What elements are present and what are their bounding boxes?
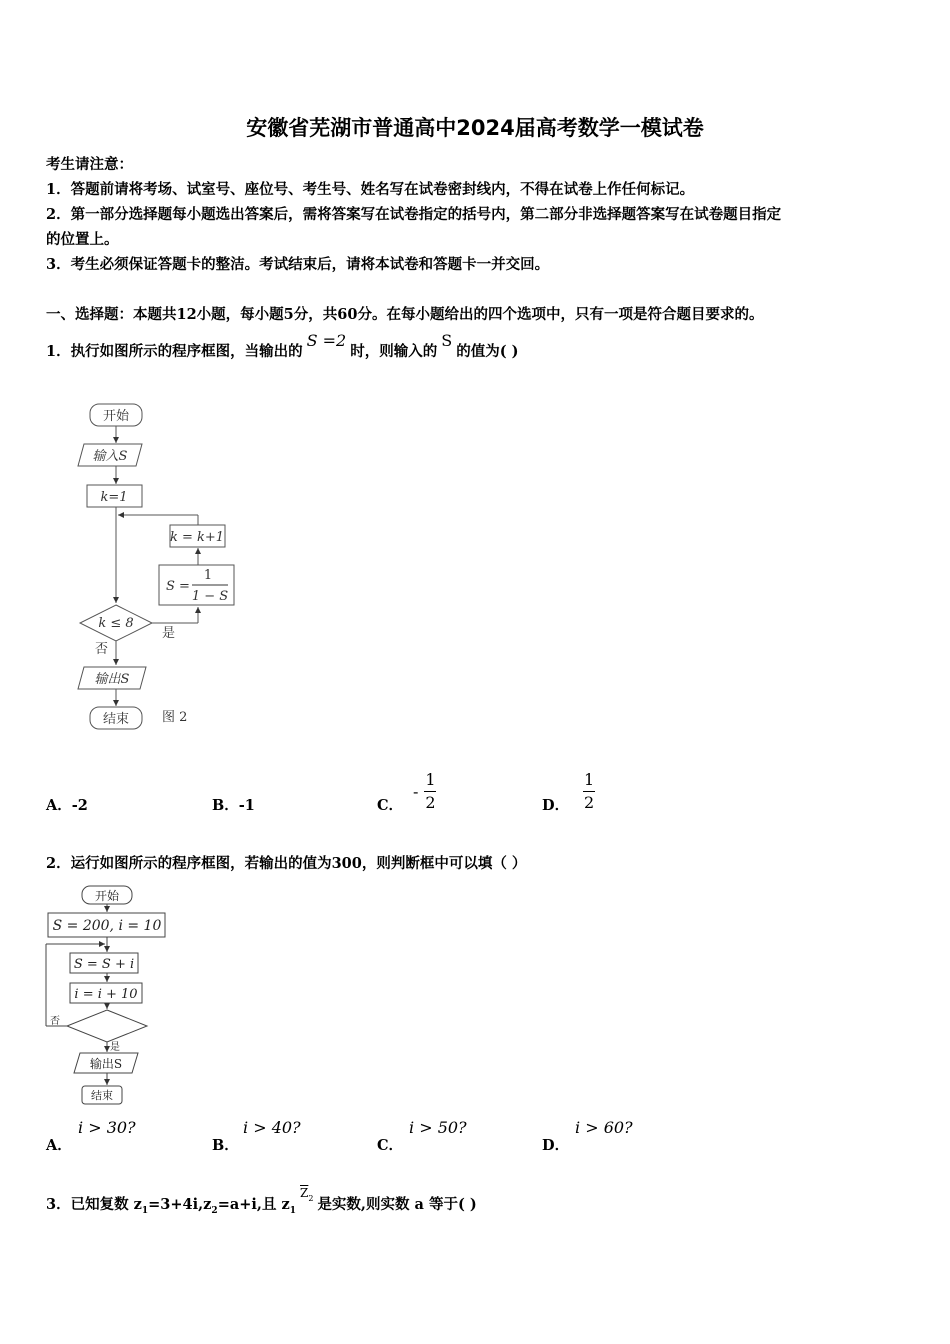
q1-math-s2: S =2	[306, 331, 347, 350]
flow-caption: 图 2	[162, 710, 188, 725]
q2-option-a-value: i > 30?	[78, 1118, 136, 1137]
flow-no-label: 否	[95, 642, 109, 657]
q3-conjugate: Z	[300, 1186, 309, 1200]
question-1	[46, 331, 519, 361]
q2-flow-decision	[67, 1010, 147, 1042]
flow-cond-label: k ≤ 8	[98, 616, 134, 631]
q1-option-d[interactable]: D． $\frac{1}{2}$	[542, 770, 595, 814]
q1-text-a: 1．执行如图所示的程序框图，当输出的	[46, 343, 303, 360]
q2-flow-yes-label: 是	[110, 1042, 120, 1053]
notice-heading: 考生请注意：	[46, 156, 133, 173]
flow-assign-num: 1	[203, 568, 213, 583]
q1-option-b[interactable]: B．-1	[212, 797, 255, 814]
flow-start-label: 开始	[102, 409, 130, 424]
q2-option-d-value: i > 60?	[575, 1118, 633, 1137]
q2-option-d-label[interactable]: D．	[542, 1137, 570, 1154]
flow-init-label: k=1	[100, 490, 128, 505]
flow-incr-label: k = k+1	[169, 530, 225, 545]
q2-option-c-value: i > 50?	[409, 1118, 467, 1137]
flow-end-label: 结束	[102, 712, 130, 727]
flow-output-label: 输出S	[94, 672, 130, 687]
flow-assign-lhs: S =	[166, 579, 190, 594]
q2-option-b-label[interactable]: B．	[212, 1137, 239, 1154]
q1-text-b: 时，则输入的	[350, 343, 438, 360]
q2-flow-step1-label: S = S + i	[73, 957, 135, 972]
notice-item-1: 1．答题前请将考场、试室号、座位号、考生号、姓名写在试卷密封线内，不得在试卷上作任何标记。	[46, 181, 695, 198]
q2-option-b-value: i > 40?	[243, 1118, 301, 1137]
q1-flowchart	[70, 395, 270, 735]
notice-item-3: 3．考生必须保证答题卡的整洁。考试结束后，请将本试卷和答题卡一并交回。	[46, 256, 550, 273]
q1-math-s: S	[441, 331, 453, 350]
q1-option-a[interactable]: A．-2	[46, 797, 88, 814]
q2-flow-end-label: 结束	[91, 1089, 113, 1102]
flow-yes-label: 是	[162, 626, 176, 641]
q2-flowchart	[40, 882, 180, 1112]
notice-item-2-cont: 的位置上。	[46, 231, 119, 248]
q2-flow-start-label: 开始	[94, 889, 120, 903]
q2-option-a-label[interactable]: A．	[46, 1137, 72, 1154]
q2-option-c-label[interactable]: C．	[377, 1137, 404, 1154]
q1-option-c[interactable]: C． - $\frac{1}{2}$	[377, 770, 436, 814]
question-3: 3．已知复数 $z_1=3+4i,z_2=a+i$,且 $z_1^{\overline{Z}2}$ 是实数,则实数 a 等于( )	[46, 1186, 477, 1216]
section-heading: 一、选择题：本题共12小题，每小题5分，共60分。在每小题给出的四个选项中，只有一项是符合题目要求的。	[46, 306, 764, 323]
q2-flow-no-label: 否	[50, 1016, 60, 1027]
flow-assign-den: 1 − S	[191, 589, 229, 604]
page-title: 安徽省芜湖市普通高中2024届高考数学一模试卷	[246, 116, 704, 140]
flow-input-label: 输入S	[92, 449, 128, 464]
question-2: 2．运行如图所示的程序框图，若输出的值为300，则判断框中可以填（ ）	[46, 855, 527, 872]
notice-item-2: 2．第一部分选择题每小题选出答案后，需将答案写在试卷指定的括号内，第二部分非选择题答案写在试卷题目指定	[46, 206, 782, 223]
q2-flow-output-label: 输出S	[89, 1057, 123, 1071]
q1-text-c: 的值为( )	[456, 343, 519, 360]
q2-flow-step2-label: i = i + 10	[74, 987, 138, 1002]
q2-flow-init-label: S = 200, i = 10	[52, 918, 162, 934]
